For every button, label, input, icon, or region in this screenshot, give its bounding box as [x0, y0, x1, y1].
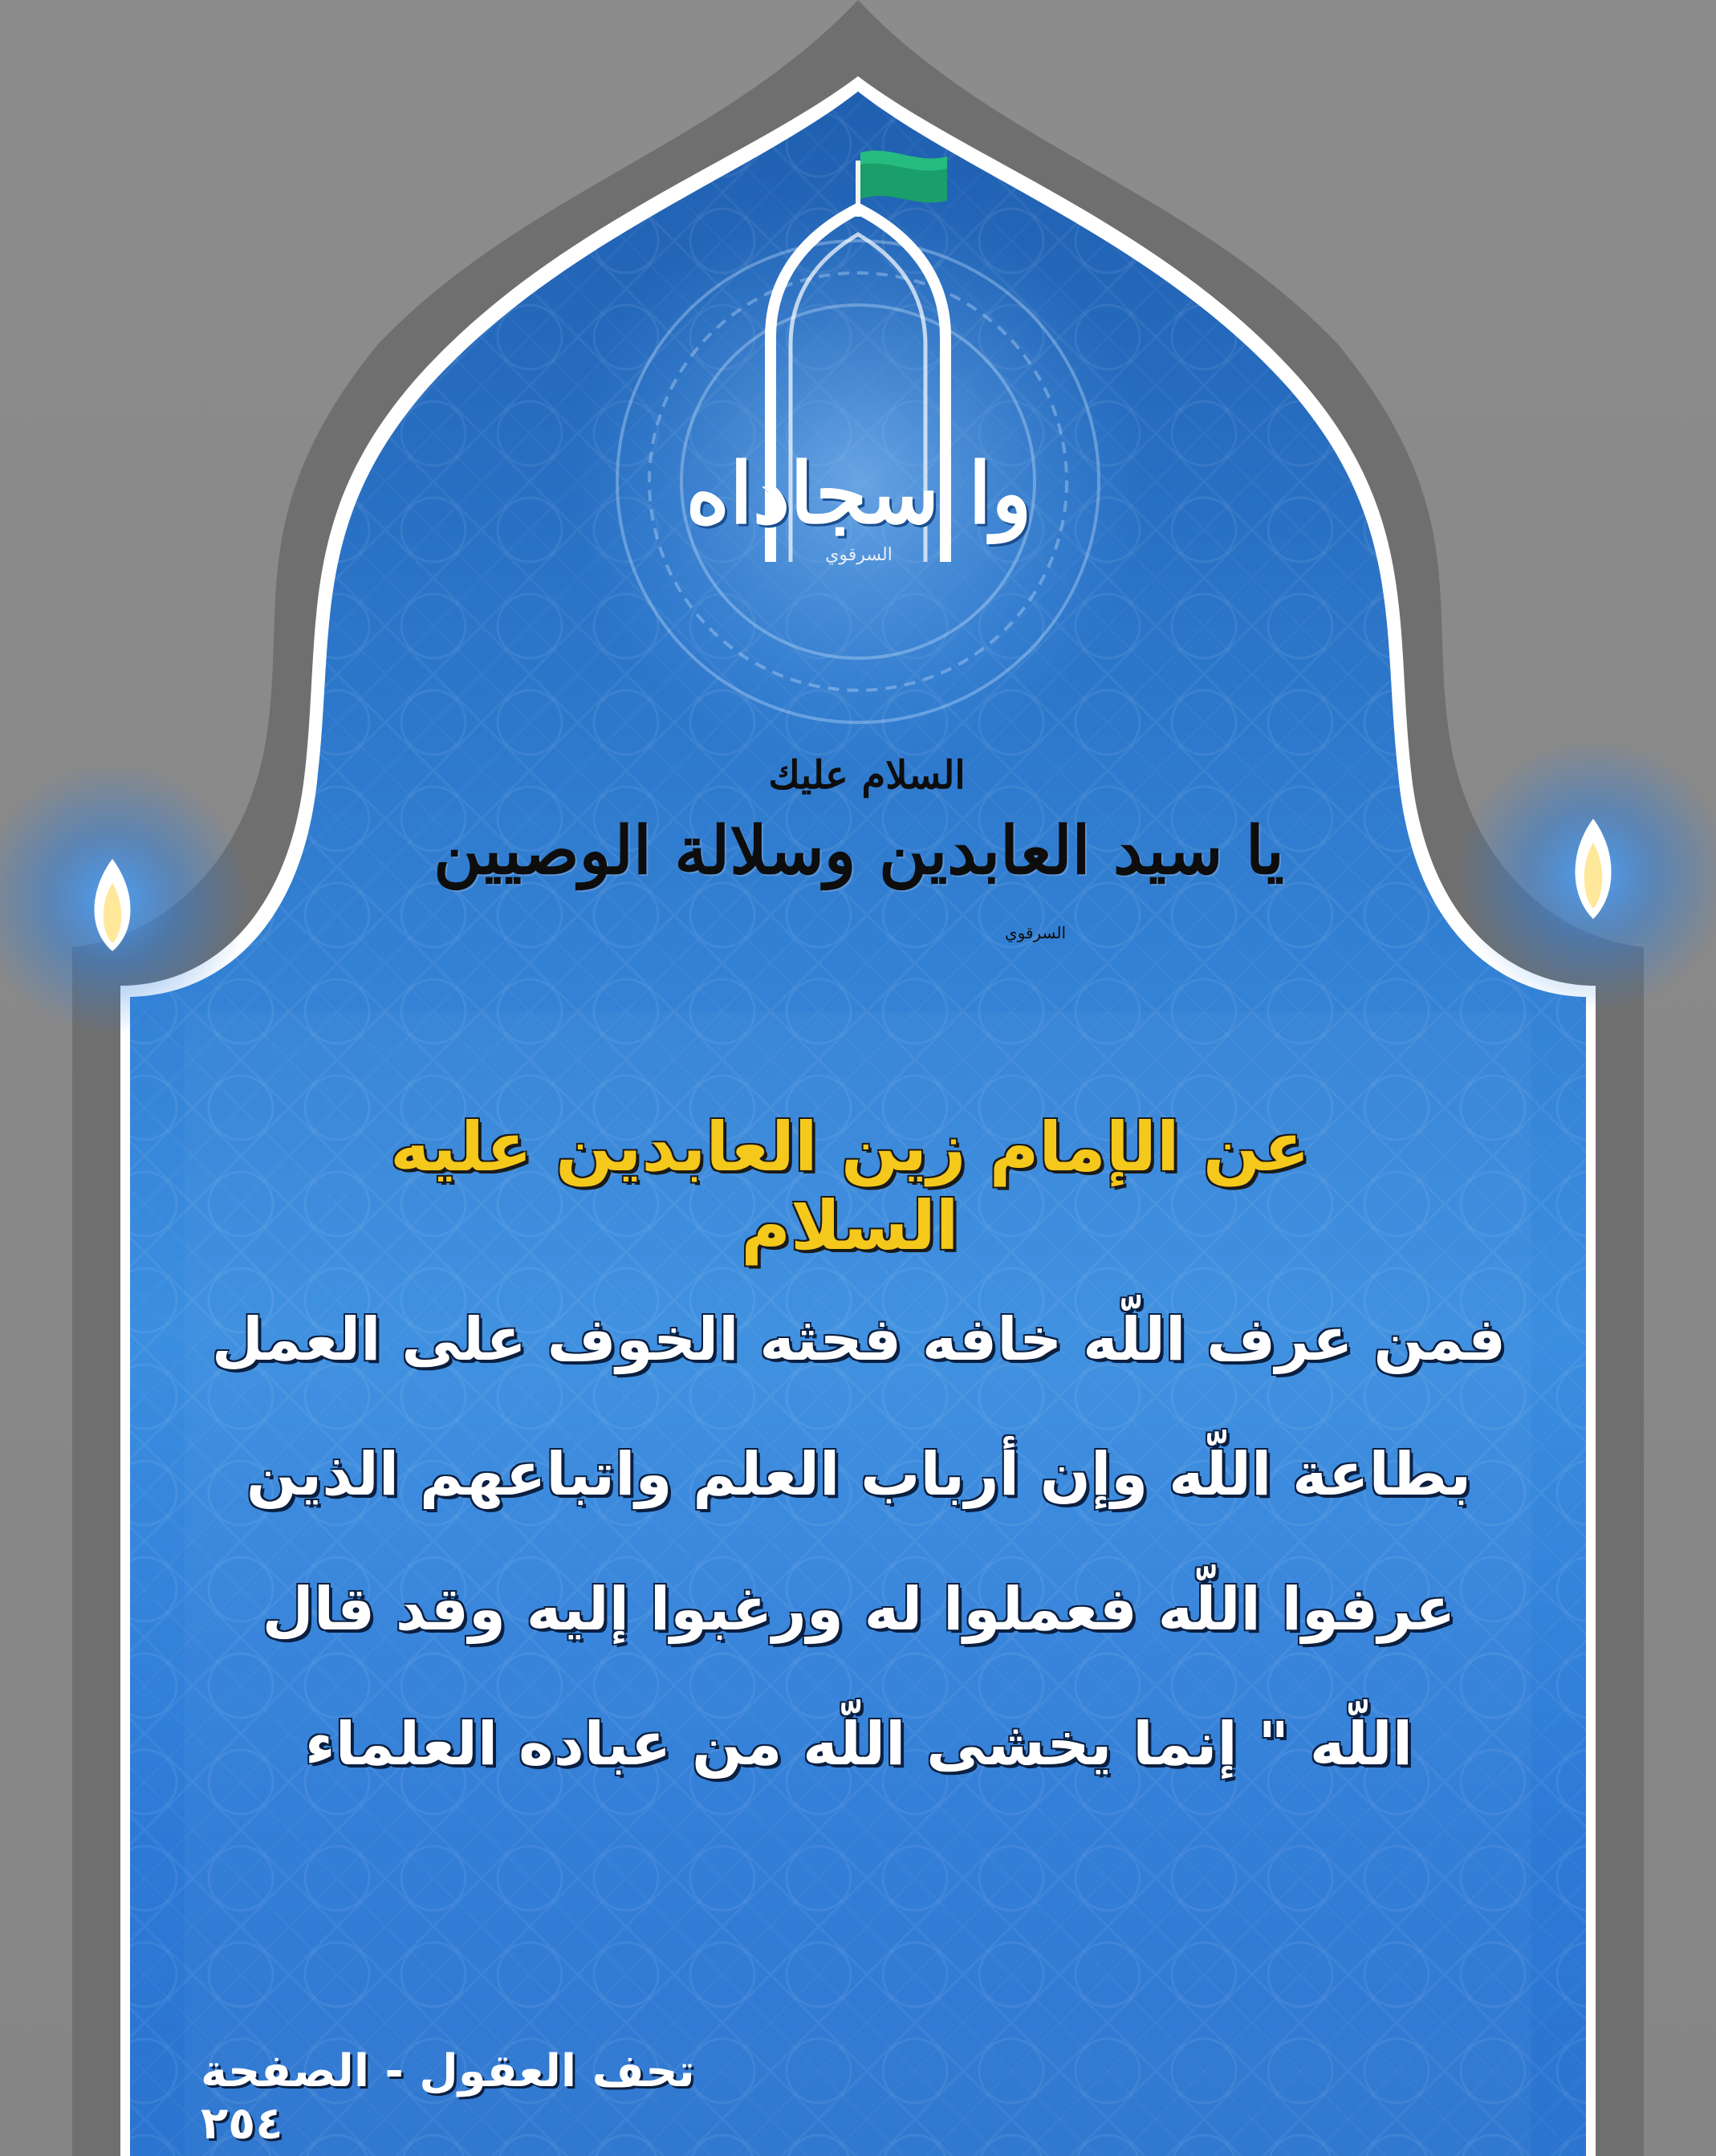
banner-greeting: السلام عليك	[768, 753, 966, 798]
page-title: عن الإمام زين العابدين عليه السلام	[390, 1108, 1310, 1265]
banner-calligraphy: يا سيد العابدين وسلالة الوصيين	[433, 812, 1284, 889]
emblem-calligraphy: وا سجاداه السرقوي	[658, 450, 1059, 565]
quote-text	[209, 1272, 1509, 1812]
banner-signature: السرقوي	[1004, 923, 1067, 942]
emblem-signature: السرقوي	[825, 545, 893, 566]
quote-line: اللّه " إنما يخشى اللّه من عباده العلماء	[304, 1710, 1413, 1779]
quote-line: عرفوا اللّه فعملوا له ورغبوا إليه وقد قال	[262, 1575, 1456, 1644]
quote-line: فمن عرف اللّه خافه فحثه الخوف على العمل	[211, 1305, 1507, 1374]
quote-line: بطاعة اللّه وإن أرباب العلم واتباعهم الذين	[246, 1440, 1472, 1509]
source-citation: تحف العقول - الصفحة ٢٥٤	[201, 2045, 695, 2150]
